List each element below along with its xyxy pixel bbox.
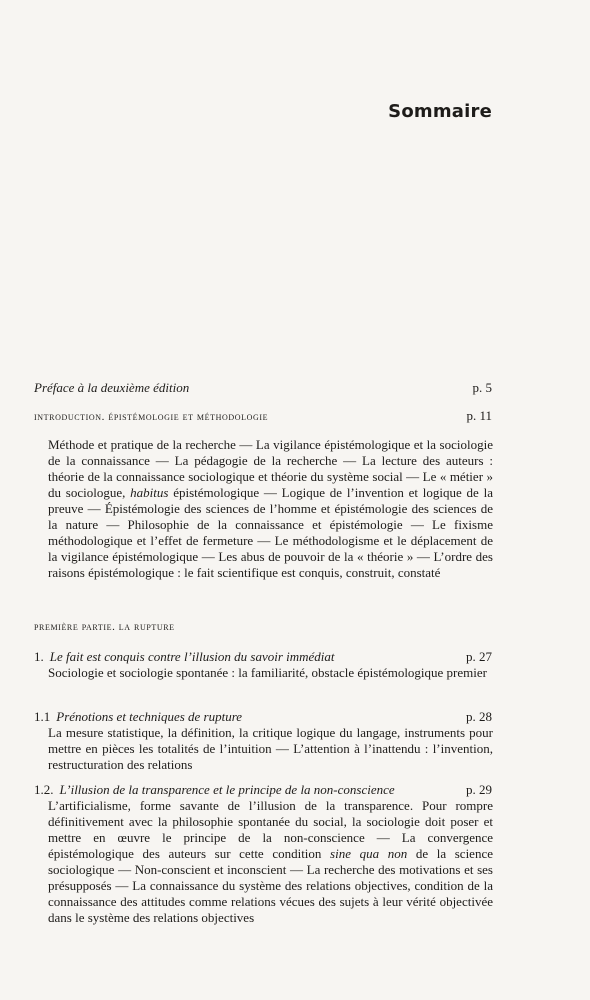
toc-entry-title: Préface à la deuxième édition	[34, 380, 190, 395]
toc-entry-title: introduction. épistémologie et méthodologie	[34, 411, 269, 423]
toc-entry-title: 1.1 Prénotions et techniques de rupture	[34, 709, 243, 724]
toc-entry-page: p. 29	[466, 782, 492, 797]
part-heading	[34, 619, 492, 635]
toc-entry-page: p. 27	[466, 649, 492, 664]
toc-entry-summary: L’artificialisme, forme savante de l’illusion de la transparence. Pour rompre définitivement avec la philosophie spontanée du social, la sociologie doit poser et mettre en œuvre le principe de la non-conscience — La convergence épistémologique des auteurs sur cette condition sine qua non de la science sociologique — Non-conscient et inconscient — La recherche des motivations et ses présupposés — La connaissance du système des relations objectives, condition de la connaissance des attitudes comme relations vécues des sujets à leur vérité objectivée dans le système des relations objectives	[48, 798, 493, 925]
toc-entry-page: p. 5	[472, 380, 492, 395]
toc-entry-page: p. 11	[466, 408, 492, 423]
toc-entry-section-1-1	[34, 709, 492, 725]
part-title: première partie. la rupture	[34, 621, 175, 633]
toc-entry-section-1-2	[34, 782, 492, 798]
page-title: Sommaire	[388, 101, 492, 122]
toc-entry-introduction	[34, 408, 492, 425]
toc-entry-page: p. 28	[466, 709, 492, 724]
toc-entry-summary: Méthode et pratique de la recherche — La vigilance épistémologique et la sociologie de la connaissance — La pédagogie de la recherche — La lecture des auteurs : théorie de la connaissance sociologique et théorie du système social — Le « métier » du sociologue, habitus épistémologique — Logique de l’invention et logique de la preuve — Épistémologie des sciences de l’homme et épistémologie des sciences de la nature — Philosophie de la connaissance et épistémologie — Le fixisme méthodologique et l’effet de fermeture — Le méthodologisme et le déplacement de la vigilance épistémologique — Les abus de pouvoir de la « théorie » — L’ordre des raisons épistémologique : le fait scientifique est conquis, construit, constaté	[48, 437, 493, 580]
toc-entry-summary: Sociologie et sociologie spontanée : la familiarité, obstacle épistémologique premier	[48, 665, 487, 680]
toc-entry-title: 1.2. L’illusion de la transparence et le principe de la non-conscience	[34, 782, 395, 797]
toc-entry-section-1	[34, 649, 492, 665]
toc-entry-title: 1. Le fait est conquis contre l’illusion du savoir immédiat	[34, 649, 335, 664]
toc-entry-summary: La mesure statistique, la définition, la critique logique du langage, instruments pour mettre en pièces les totalités de l’intuition — L’attention à l’inattendu : l’invention, restructuration des relations	[48, 725, 493, 772]
toc-entry-preface	[34, 380, 492, 396]
